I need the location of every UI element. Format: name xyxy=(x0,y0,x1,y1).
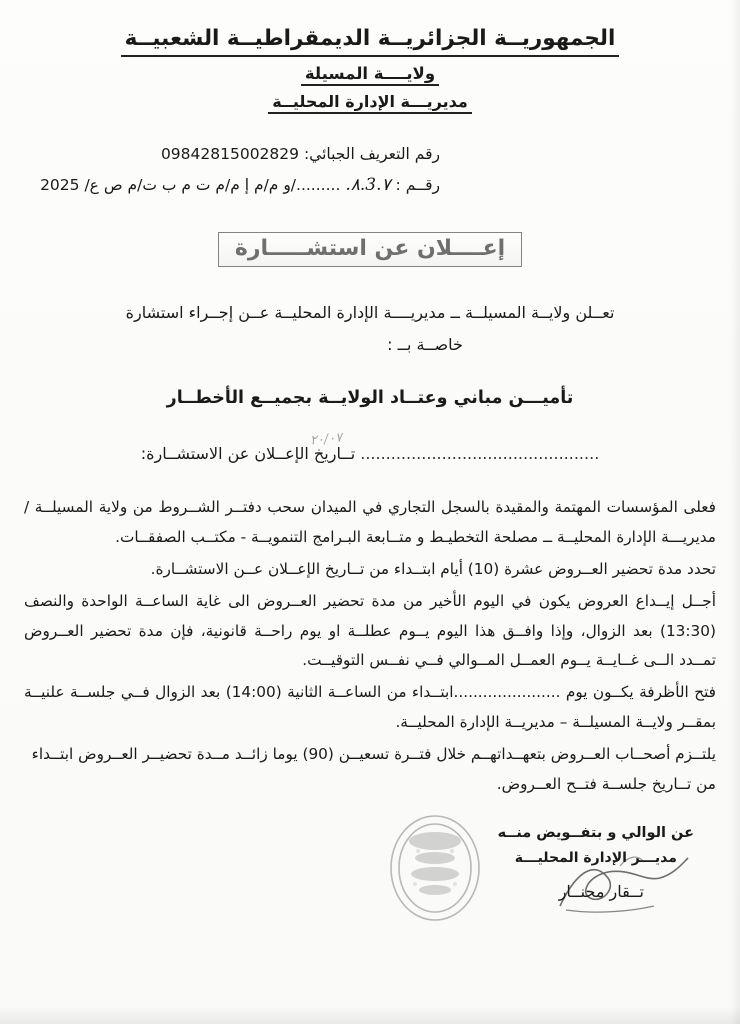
official-stamp-icon xyxy=(360,796,510,946)
header-wilaya: ولايــــة المسيلة xyxy=(301,64,439,86)
signature-block xyxy=(498,820,694,871)
signature-line-2: مديـــر الإدارة المحليـــة xyxy=(514,850,677,867)
header-republic: الجمهوريــة الجزائريــة الديمقراطيــة الشعبيــة xyxy=(121,26,620,57)
announcement-date-dots: ............................................... xyxy=(360,444,600,464)
body-paragraph-2: تحدد مدة تحضير العــروض عشرة (10) أيام ابتــداء من تــاريخ الإعــلان عــن الاستشــارة. xyxy=(150,559,716,578)
intro-line-1: تعــلن ولايــة المسيلــة ــ مديريــــة الإدارة المحليــة عــن إجــراء استشارة xyxy=(125,302,615,322)
announcement-date-handwritten: ٢٠/٠٧ xyxy=(309,430,344,449)
reference-block xyxy=(0,140,740,202)
body-text xyxy=(0,493,740,799)
signature-line-1: عن الوالي و بتفــويض منــه xyxy=(497,825,694,841)
body-paragraph-5: يلتــزم أصحــاب العــروض بتعهــداتهــم خلال فتــرة تسعيــن (90) يوما زائــد مــدة تحضيــر العــروض ابتــداء من تــاريخ جلســة فتــح العــروض. xyxy=(31,744,716,793)
body-paragraph-1: فعلى المؤسسات المهتمة والمقيدة بالسجل التجاري في الميدان سحب دفتــر الشــروط من ولاية المسيلــة / مديريـــة الإدارة المحليــة ــ مصلحة التخطيـط و متــابعة البـرامج التنمويــة - مكتــب الصفقــات. xyxy=(24,498,716,547)
body-paragraph-3: أجــل إيــداع العروض يكون في اليوم الأخير من مدة تحضير العــروض الى غاية الساعــة الواحدة والنصف (13:30) بعد الزوال، وإذا وافــق هذا اليوم يــوم عطلــة او يوم راحــة قانونية، فإن مدة تحضير العــروض تمــدد الــى غــايــة يــوم العمــل المــوالي فــي نفــس التوقيــت. xyxy=(24,591,716,670)
title-banner-wrap xyxy=(0,232,740,267)
tax-id-line xyxy=(38,140,740,169)
consultation-subject: تأميـــن مباني وعتــاد الولايــة بجميــع الأخطــار xyxy=(166,388,574,409)
header-directorate: مديريـــة الإدارة المحليــة xyxy=(268,92,472,114)
tax-id-label: رقم التعريف الجبائي: xyxy=(303,144,440,163)
body-paragraph-4: فتح الأظرفة يكــون يوم ......................ابتــداء من الساعــة الثانية (14:00) بعد الزوال فــي جلســة علنيــة بمقــر ولايــة المسيلــة – مديريــة الإدارة المحليــة. xyxy=(24,683,716,731)
signature-area xyxy=(0,796,740,966)
tax-id-value: 09842815002829 xyxy=(160,144,299,163)
reference-number-label: رقــم : xyxy=(395,176,440,195)
document-header xyxy=(0,0,740,114)
signatory-name: تــقار محنــار xyxy=(558,882,644,901)
reference-number-rest: ........./و م/م إ م/م ت م ب ت/م ص ع/ 2025 xyxy=(40,176,341,195)
announcement-title: إعــــلان عن استشـــــارة xyxy=(218,232,522,267)
scan-shadow-bottom xyxy=(0,1006,740,1024)
reference-number-handwritten: ٨.3.٧. xyxy=(345,175,391,196)
intro-paragraph xyxy=(0,297,740,363)
announcement-date-label: تــاريخ الإعــلان عن الاستشــارة: xyxy=(140,444,356,464)
reference-number-line xyxy=(38,169,740,201)
intro-line-2: خاصــة بــ : xyxy=(387,335,463,355)
announcement-date-line xyxy=(0,430,740,464)
